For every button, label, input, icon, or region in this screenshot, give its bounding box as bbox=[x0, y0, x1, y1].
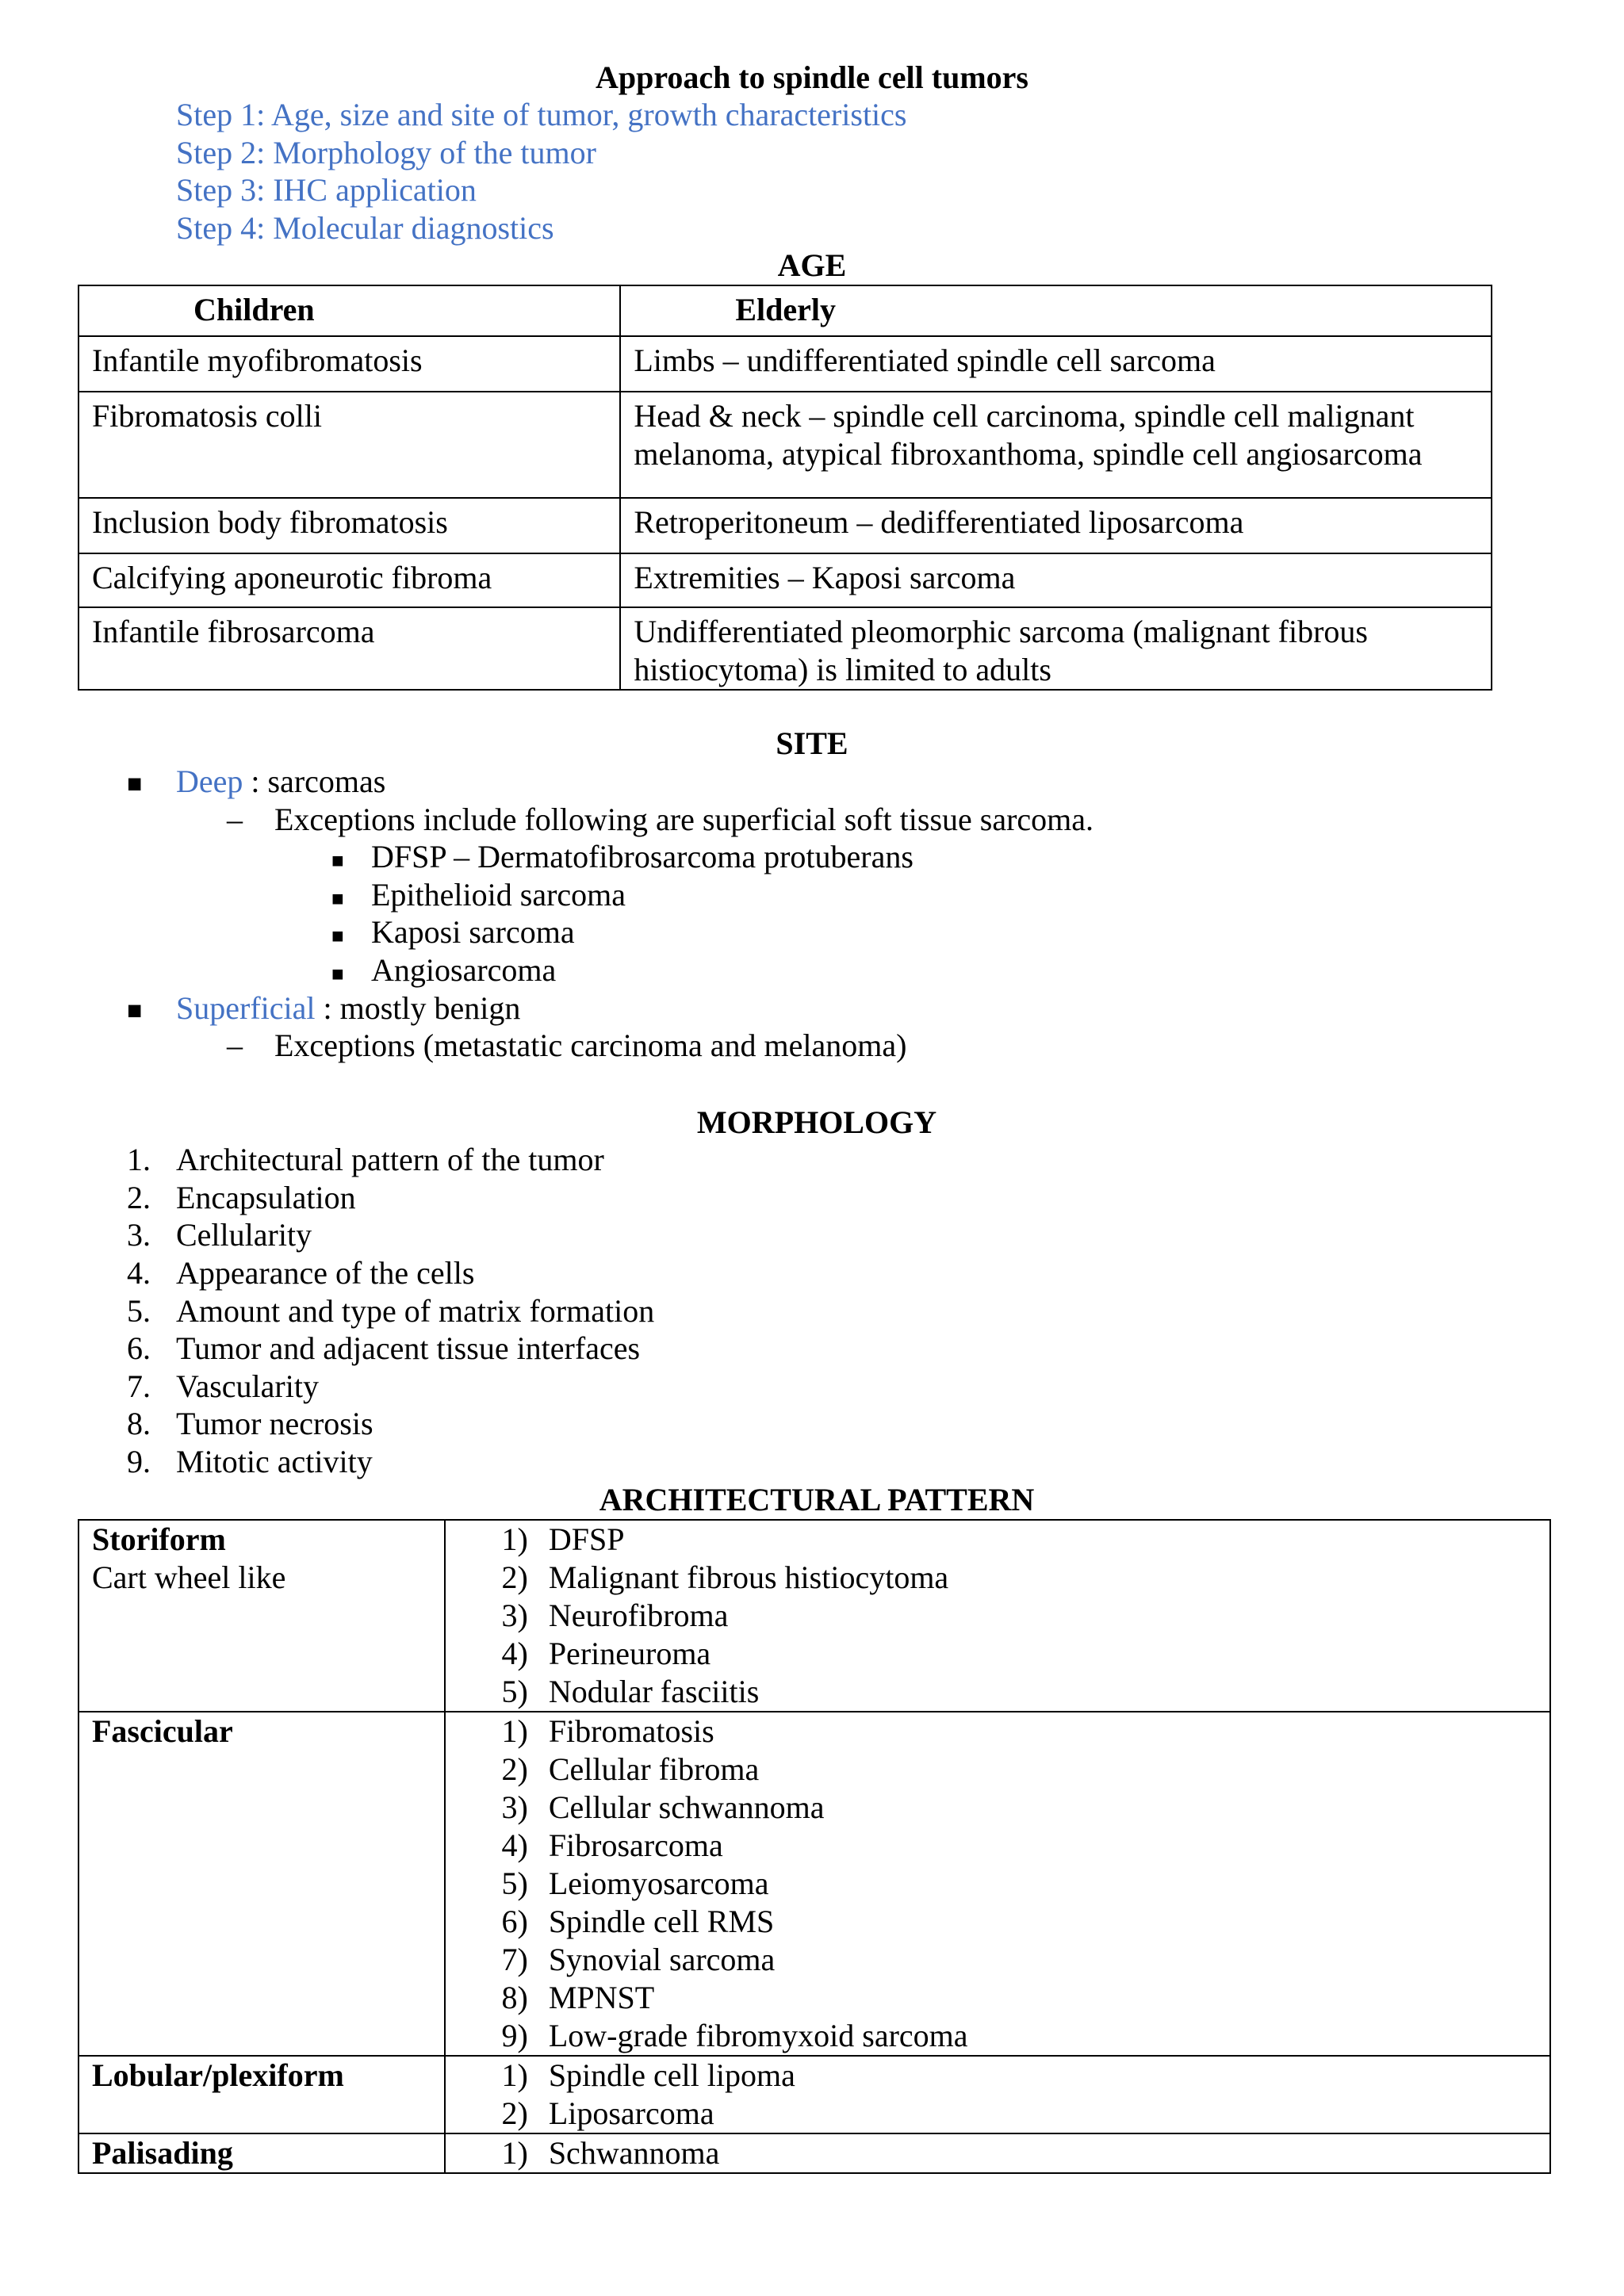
table-row bbox=[79, 498, 1492, 553]
list-item: 4) Fibrosarcoma bbox=[501, 1827, 723, 1863]
list-item: 3) Cellular schwannoma bbox=[501, 1789, 825, 1825]
cell-line: histiocytoma) is limited to adults bbox=[634, 652, 1051, 687]
elderly-cell: Extremities – Kaposi sarcoma bbox=[620, 553, 1492, 607]
children-cell: Infantile fibrosarcoma bbox=[79, 607, 620, 690]
list-item: 3. Cellularity bbox=[127, 1217, 312, 1253]
cell-line: Head & neck – spindle cell carcinoma, spindle cell malignant bbox=[634, 398, 1415, 434]
pattern-sub: Cart wheel like bbox=[92, 1559, 286, 1595]
list-item: 8) MPNST bbox=[501, 1980, 655, 2015]
deep-exception bbox=[227, 801, 1094, 839]
list-item bbox=[331, 876, 626, 918]
list-item bbox=[331, 913, 575, 955]
examples-cell bbox=[445, 1520, 1550, 1712]
age-heading: AGE bbox=[777, 247, 847, 283]
table-row bbox=[79, 336, 1492, 392]
pattern-cell bbox=[79, 1712, 445, 2056]
site-heading: SITE bbox=[776, 725, 848, 761]
table-row bbox=[79, 2133, 1550, 2173]
list-item: 4) Perineuroma bbox=[501, 1636, 711, 1671]
architectural-heading: ARCHITECTURAL PATTERN bbox=[599, 1482, 1035, 1517]
list-item: 8. Tumor necrosis bbox=[127, 1406, 373, 1441]
list-item: 1. Architectural pattern of the tumor bbox=[127, 1142, 604, 1177]
square-bullet-icon: ■ bbox=[127, 769, 143, 798]
children-cell: Infantile myofibromatosis bbox=[79, 336, 620, 392]
list-item: 9. Mitotic activity bbox=[127, 1444, 373, 1479]
list-item: 5) Leiomyosarcoma bbox=[501, 1866, 769, 1901]
list-item: 7. Vascularity bbox=[127, 1368, 319, 1404]
cell-line: melanoma, atypical fibroxanthoma, spindle cell angiosarcoma bbox=[634, 436, 1423, 472]
superficial-exception bbox=[227, 1027, 906, 1065]
list-item bbox=[331, 838, 914, 880]
examples-cell bbox=[445, 2133, 1550, 2173]
age-table-header bbox=[79, 285, 1492, 336]
list-item-text: Angiosarcoma bbox=[371, 952, 557, 988]
list-item: 1) Spindle cell lipoma bbox=[501, 2057, 795, 2093]
list-item: 4. Appearance of the cells bbox=[127, 1255, 475, 1291]
architectural-table bbox=[78, 1519, 1551, 2174]
list-item: 5. Amount and type of matrix formation bbox=[127, 1293, 655, 1329]
elderly-header: Elderly bbox=[620, 285, 1492, 336]
list-item: 7) Synovial sarcoma bbox=[501, 1942, 776, 1977]
table-row bbox=[79, 553, 1492, 607]
table-row bbox=[79, 2056, 1550, 2133]
pattern-cell bbox=[79, 2133, 445, 2173]
table-row bbox=[79, 1712, 1550, 2056]
elderly-cell bbox=[620, 392, 1492, 498]
examples-cell bbox=[445, 1712, 1550, 2056]
age-table bbox=[78, 285, 1492, 691]
pattern-cell bbox=[79, 1520, 445, 1712]
pattern-label: Palisading bbox=[92, 2135, 233, 2171]
children-cell: Fibromatosis colli bbox=[79, 392, 620, 498]
elderly-cell: Retroperitoneum – dedifferentiated liposarcoma bbox=[620, 498, 1492, 553]
list-item: 9) Low-grade fibromyxoid sarcoma bbox=[501, 2018, 968, 2053]
step-3: Step 3: IHC application bbox=[176, 172, 477, 208]
list-item: 6. Tumor and adjacent tissue interfaces bbox=[127, 1330, 641, 1366]
square-bullet-icon: ■ bbox=[127, 996, 143, 1024]
list-item: 5) Nodular fasciitis bbox=[501, 1674, 760, 1709]
dash-icon: – bbox=[227, 802, 243, 837]
deep-label: Deep bbox=[176, 763, 243, 799]
list-item: 2) Liposarcoma bbox=[501, 2095, 714, 2131]
superficial-exception-text: Exceptions (metastatic carcinoma and melanoma) bbox=[274, 1027, 907, 1063]
dash-icon: – bbox=[227, 1027, 243, 1063]
site-deep bbox=[127, 763, 385, 802]
cell-line: Undifferentiated pleomorphic sarcoma (malignant fibrous bbox=[634, 614, 1368, 649]
list-item-text: DFSP – Dermatofibrosarcoma protuberans bbox=[371, 839, 914, 874]
step-4: Step 4: Molecular diagnostics bbox=[176, 210, 554, 246]
superficial-text: : mostly benign bbox=[315, 990, 521, 1026]
list-item bbox=[331, 951, 556, 993]
table-row bbox=[79, 1520, 1550, 1712]
children-cell: Inclusion body fibromatosis bbox=[79, 498, 620, 553]
list-item: 2. Encapsulation bbox=[127, 1180, 356, 1215]
pattern-label: Lobular/plexiform bbox=[92, 2057, 344, 2093]
page-title: Approach to spindle cell tumors bbox=[596, 59, 1028, 95]
pattern-label: Fascicular bbox=[92, 1713, 233, 1749]
list-item-text: Epithelioid sarcoma bbox=[371, 877, 626, 913]
list-item-text: Kaposi sarcoma bbox=[371, 914, 575, 950]
elderly-cell bbox=[620, 607, 1492, 690]
step-1: Step 1: Age, size and site of tumor, growth characteristics bbox=[176, 97, 907, 132]
superficial-label: Superficial bbox=[176, 990, 316, 1026]
children-header: Children bbox=[79, 285, 620, 336]
examples-cell bbox=[445, 2056, 1550, 2133]
children-cell: Calcifying aponeurotic fibroma bbox=[79, 553, 620, 607]
square-bullet-icon: ■ bbox=[331, 887, 344, 910]
pattern-cell bbox=[79, 2056, 445, 2133]
list-item: 1) Fibromatosis bbox=[501, 1713, 714, 1749]
table-row bbox=[79, 607, 1492, 690]
square-bullet-icon: ■ bbox=[331, 962, 344, 985]
pattern-label: Storiform bbox=[92, 1521, 226, 1557]
list-item: 1) DFSP bbox=[501, 1521, 625, 1557]
table-row bbox=[79, 392, 1492, 498]
morphology-heading: MORPHOLOGY bbox=[696, 1104, 937, 1140]
list-item: 6) Spindle cell RMS bbox=[501, 1904, 775, 1939]
list-item: 1) Schwannoma bbox=[501, 2135, 720, 2171]
list-item: 2) Cellular fibroma bbox=[501, 1751, 760, 1787]
square-bullet-icon: ■ bbox=[331, 849, 344, 872]
deep-exception-text: Exceptions include following are superficial soft tissue sarcoma. bbox=[274, 802, 1094, 837]
deep-text: : sarcomas bbox=[243, 763, 386, 799]
elderly-cell: Limbs – undifferentiated spindle cell sarcoma bbox=[620, 336, 1492, 392]
step-2: Step 2: Morphology of the tumor bbox=[176, 135, 596, 170]
square-bullet-icon: ■ bbox=[331, 924, 344, 947]
list-item: 2) Malignant fibrous histiocytoma bbox=[501, 1559, 949, 1595]
list-item: 3) Neurofibroma bbox=[501, 1598, 729, 1633]
site-superficial bbox=[127, 989, 520, 1029]
